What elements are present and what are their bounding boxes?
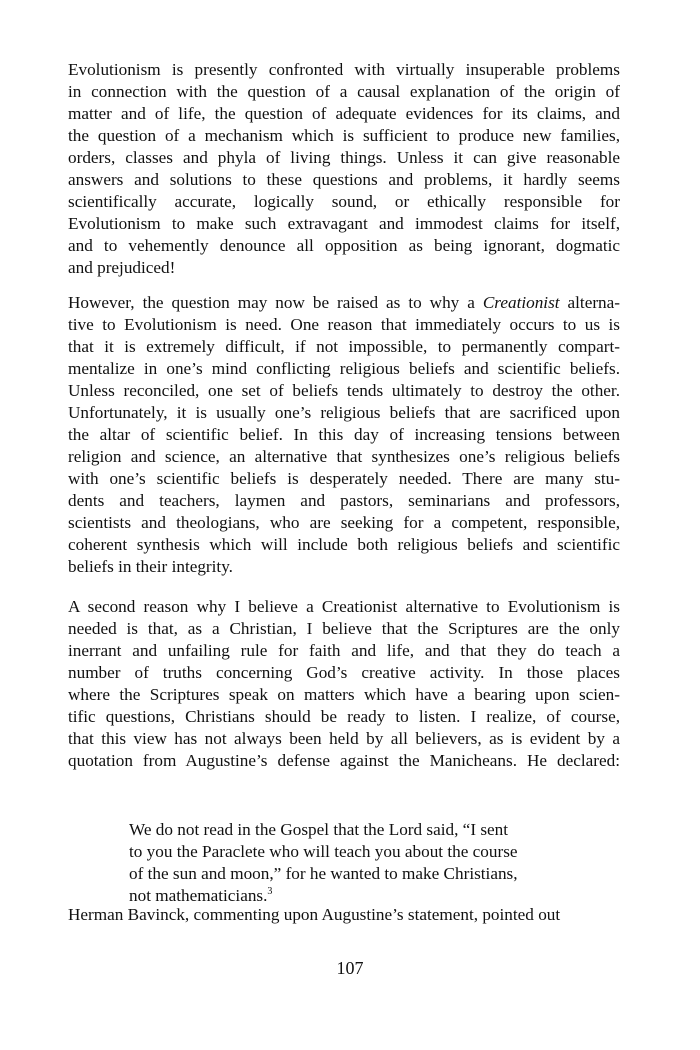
text-line: Unless reconciled, one set of beliefs tends ultimately to destroy the other. xyxy=(68,381,620,400)
text-line: Herman Bavinck, commenting upon Augustine’s statement, pointed out xyxy=(68,905,561,924)
text-line: orders, classes and phyla of living things. Unless it can give reasonable xyxy=(68,148,620,167)
text-run: alterna- xyxy=(559,293,620,312)
text-line: and prejudiced! xyxy=(68,258,176,277)
text-run: However, the question may now be raised as to why a xyxy=(68,293,483,312)
quote-line: We do not read in the Gospel that the Lord said, “I sent xyxy=(129,820,509,839)
quote-line: of the sun and moon,” for he wanted to make Christians, xyxy=(129,864,518,883)
text-line: answers and solutions to these questions and problems, it hardly seems xyxy=(68,170,620,189)
paragraph-3 xyxy=(68,596,620,772)
text-line: needed is that, as a Christian, I believe that the Scriptures are the only xyxy=(68,619,620,638)
text-line: mentalize in one’s mind conflicting religious beliefs and scientific beliefs. xyxy=(68,359,620,378)
text-line: the question of a mechanism which is sufficient to produce new families, xyxy=(68,126,620,145)
italic-term: Creationist xyxy=(482,293,560,312)
text-line: scientists and theologians, who are seeking for a competent, responsible, xyxy=(68,513,620,532)
text-line: tive to Evolutionism is need. One reason that immediately occurs to us is xyxy=(68,315,620,334)
text-line: A second reason why I believe a Creationist alternative to Evolutionism is xyxy=(68,597,620,616)
text-line: beliefs in their integrity. xyxy=(68,557,233,576)
text-line: inerrant and unfailing rule for faith and life, and that they do teach a xyxy=(68,641,620,660)
text-line xyxy=(68,292,620,314)
text-line: number of truths concerning God’s creative activity. In those places xyxy=(68,663,620,682)
block-quote xyxy=(129,819,569,907)
text-line: Evolutionism to make such extravagant and immodest claims for itself, xyxy=(68,214,620,233)
text-line: quotation from Augustine’s defense against the Manicheans. He declared: xyxy=(68,751,620,770)
text-line: tific questions, Christians should be ready to listen. I realize, of course, xyxy=(68,707,620,726)
text-line: Evolutionism is presently confronted with virtually insuperable problems xyxy=(68,60,620,79)
text-line: matter and of life, the question of adequate evidences for its claims, and xyxy=(68,104,620,123)
page-number: 107 xyxy=(336,958,364,978)
text-line: and to vehemently denounce all opposition as being ignorant, dogmatic xyxy=(68,236,620,255)
text-line: in connection with the question of a causal explanation of the origin of xyxy=(68,82,620,101)
footnote-reference: 3 xyxy=(267,886,273,897)
text-line: with one’s scientific beliefs is desperately needed. There are many stu- xyxy=(68,469,620,488)
quote-text: not mathematicians. xyxy=(129,886,268,905)
paragraph-4 xyxy=(68,904,620,926)
text-line: dents and teachers, laymen and pastors, seminarians and professors, xyxy=(68,491,620,510)
text-line: coherent synthesis which will include both religious beliefs and scientific xyxy=(68,535,620,554)
text-line: the altar of scientific belief. In this day of increasing tensions between xyxy=(68,425,620,444)
paragraph-1 xyxy=(68,59,620,279)
text-line: scientifically accurate, logically sound, or ethically responsible for xyxy=(68,192,620,211)
text-line: where the Scriptures speak on matters which have a bearing upon scien- xyxy=(68,685,620,704)
text-line: religion and science, an alternative that synthesizes one’s religious beliefs xyxy=(68,447,620,466)
quote-line: to you the Paraclete who will teach you about the course xyxy=(129,842,518,861)
text-line: Unfortunately, it is usually one’s religious beliefs that are sacrificed upon xyxy=(68,403,620,422)
paragraph-2 xyxy=(68,292,620,578)
text-line: that this view has not always been held by all believers, as is evident by a xyxy=(68,729,620,748)
text-line: that it is extremely difficult, if not impossible, to permanently compart- xyxy=(68,337,620,356)
